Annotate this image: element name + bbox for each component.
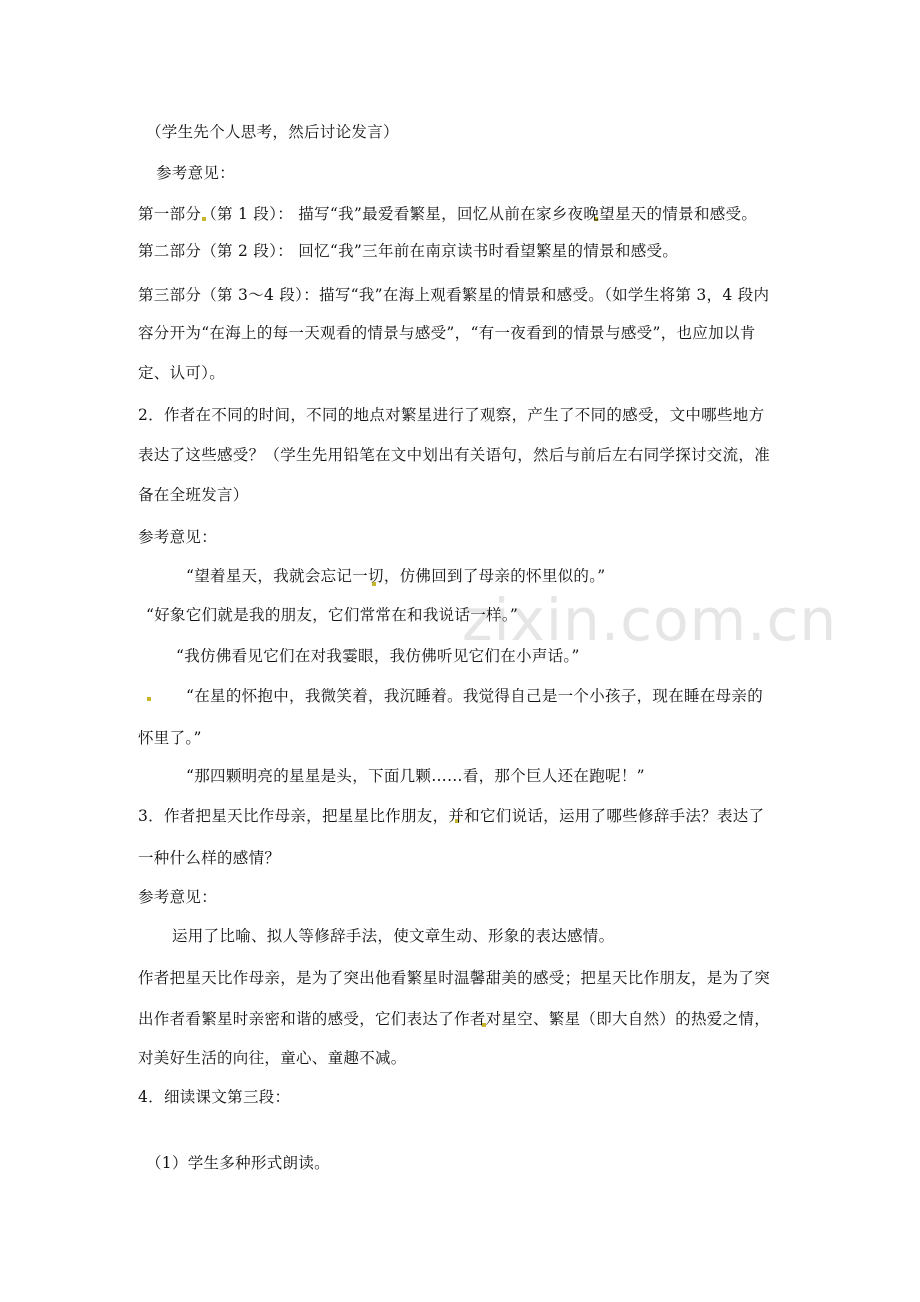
- text-line: 运用了比喻、拟人等修辞手法，使文章生动、形象的表达感情。: [172, 927, 615, 945]
- text-line: 定、认可）。: [138, 364, 226, 382]
- decorative-mark: [147, 697, 151, 701]
- text-line: “在星的怀抱中，我微笑着，我沉睡着。我觉得自己是一个小孩子，现在睡在母亲的: [186, 687, 764, 705]
- text-line: 3．作者把星天比作母亲，把星星比作朋友，并和它们说话，运用了哪些修辞手法？表达了: [138, 807, 765, 825]
- text-line: 一种什么样的感情？: [138, 849, 281, 867]
- text-line: （1）学生多种形式朗读。: [146, 1154, 330, 1172]
- text-line: 参考意见：: [156, 164, 236, 182]
- watermark: zixin.com.cn: [462, 586, 838, 654]
- text-line: 备在全班发言）: [138, 486, 249, 504]
- text-line: 第三部分（第 3～4 段）：描写“我”在海上观看繁星的情景和感受。（如学生将第 3，4 段内: [138, 286, 770, 304]
- text-line: 容分开为“在海上的每一天观看的情景与感受”，“有一夜看到的情景与感受”，也应加以肯: [138, 324, 756, 342]
- text-line: 怀里了。”: [138, 729, 202, 747]
- text-line: 参考意见：: [138, 888, 218, 906]
- text-line: 第二部分（第 2 段）： 回忆“我”三年前在南京读书时看望繁星的情景和感受。: [138, 242, 679, 260]
- text-line: 对美好生活的向往，童心、童趣不减。: [138, 1049, 407, 1067]
- text-line: （学生先个人思考，然后讨论发言）: [146, 123, 399, 141]
- text-line: 4．细读课文第三段：: [138, 1088, 291, 1106]
- text-line: “望着星天，我就会忘记一切，仿佛回到了母亲的怀里似的。”: [186, 567, 606, 585]
- text-line: “好象它们就是我的朋友，它们常常在和我说话一样。”: [146, 606, 519, 624]
- text-line: 2．作者在不同的时间，不同的地点对繁星进行了观察，产生了不同的感受，文中哪些地方: [138, 406, 765, 424]
- text-line: 作者把星天比作母亲，是为了突出他看繁星时温馨甜美的感受；把星天比作朋友，是为了突: [138, 969, 771, 987]
- text-line: 出作者看繁星时亲密和谐的感受，它们表达了作者对星空、繁星（即大自然）的热爱之情，: [138, 1010, 771, 1028]
- text-line: “那四颗明亮的星星是头，下面几颗……看，那个巨人还在跑呢！”: [186, 767, 645, 785]
- text-line: 第一部分（第 1 段）： 描写“我”最爱看繁星，回忆从前在家乡夜晚望星天的情景和感受。: [138, 205, 758, 223]
- text-line: 参考意见：: [138, 528, 218, 546]
- text-line: “我仿佛看见它们在对我霎眼，我仿佛听见它们在小声话。”: [176, 647, 580, 665]
- text-line: 表达了这些感受？（学生先用铅笔在文中划出有关语句，然后与前后左右同学探讨交流，准: [138, 446, 771, 464]
